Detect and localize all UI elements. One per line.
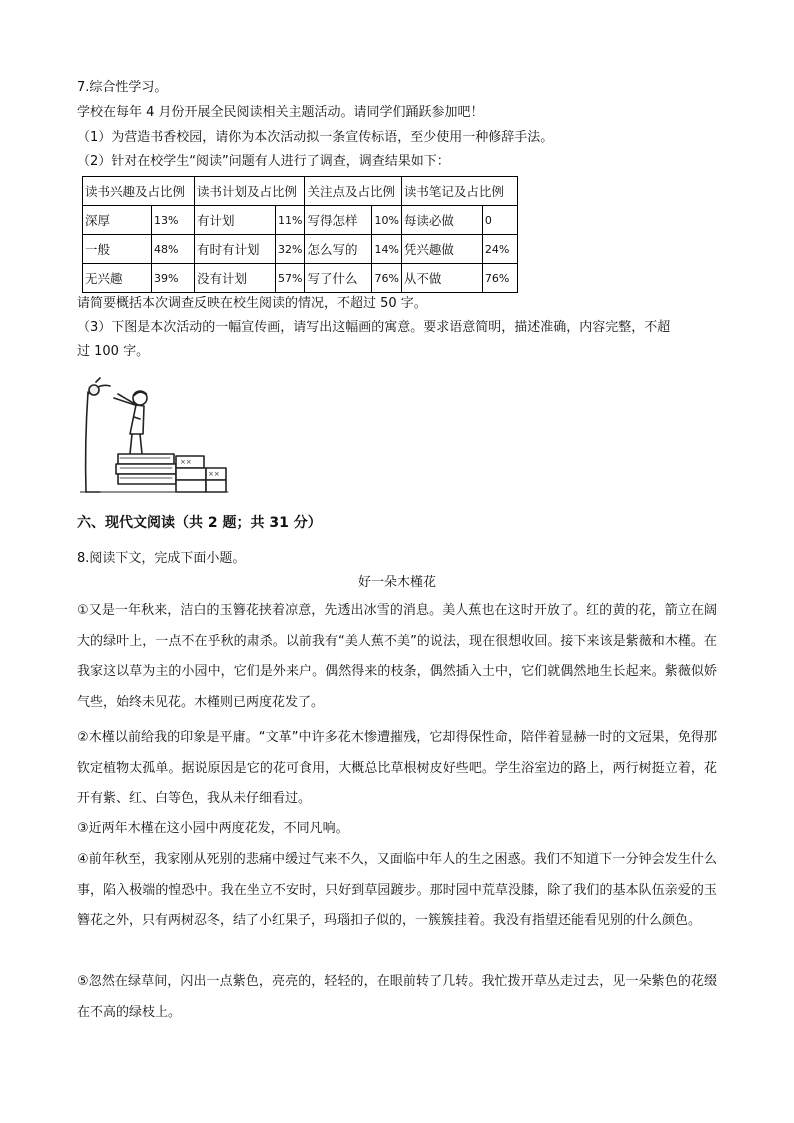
table-cell: 每读必做 (401, 206, 482, 235)
table-header-cell: 读书兴趣及占比例 (83, 177, 195, 206)
table-cell: 57% (276, 264, 305, 293)
table-cell: 39% (152, 264, 195, 293)
table-cell: 有计划 (195, 206, 276, 235)
article-paragraph: ④前年秋至，我家刚从死别的悲痛中缓过气来不久，又面临中年人的生之困惑。我们不知道下一分钟会发生什么事，陷入极端的惶恐中。我在坐立不安时，只好到草园踱步。那时园中荒草没膝，除了我们的基本队伍亲爱的玉簪花之外，只有两树忍冬，结了小红果子，玛瑙扣子似的，一簇簇挂着。我没有指望还能看见别的什么颜色。 (77, 852, 717, 928)
table-cell: 写得怎样 (305, 206, 372, 235)
table-cell: 怎么写的 (305, 235, 372, 264)
table-cell: 有时有计划 (195, 235, 276, 264)
article-title: 好一朵木槿花 (357, 575, 436, 590)
article-paragraph: ②木槿以前给我的印象是平庸。“文革”中许多花木惨遭摧残，它却得保性命，陪伴着显赫一时的文冠果，免得那钦定植物太孤单。据说原因是它的花可食用，大概总比草根树皮好些吧。学生浴室边的路上，两行树挺立着，花开有紫、红、白等色，我从未仔细看过。 (77, 730, 717, 806)
table-cell: 深厚 (83, 206, 152, 235)
table-cell: 76% (482, 264, 517, 293)
article-paragraph: ⑤忽然在绿草间，闪出一点紫色，亮亮的，轻轻的，在眼前转了几转。我忙拨开草丛走过去，见一朵紫色的花缀在不高的绿枝上。 (77, 974, 717, 1020)
section-heading: 六、现代文阅读（共 2 题；共 31 分） (77, 515, 322, 531)
article-paragraph: ③近两年木槿在这小园中两度花发，不同凡响。 (77, 821, 349, 836)
table-cell: 76% (372, 264, 401, 293)
q7-intro: 学校在每年 4 月份开展全民阅读相关主题活动。请同学们踊跃参加吧！ (77, 105, 484, 120)
table-header-cell: 读书计划及占比例 (195, 177, 305, 206)
table-header-cell: 读书笔记及占比例 (401, 177, 517, 206)
q7-part2: （2）针对在校学生“阅读”问题有人进行了调查，调查结果如下： (77, 154, 450, 169)
q8-intro: 8.阅读下文，完成下面小题。 (77, 551, 246, 566)
book-mark-label: ×× (180, 458, 192, 466)
table-cell: 32% (276, 235, 305, 264)
q7-part3-line2: 过 100 字。 (77, 344, 150, 359)
table-cell: 写了什么 (305, 264, 372, 293)
table-cell: 无兴趣 (83, 264, 152, 293)
q7-part1: （1）为营造书香校园，请你为本次活动拟一条宣传标语，至少使用一种修辞手法。 (77, 130, 554, 145)
table-header-cell: 关注点及占比例 (305, 177, 401, 206)
table-cell: 13% (152, 206, 195, 235)
table-cell: 48% (152, 235, 195, 264)
q7-part2-prompt: 请简要概括本次调查反映在校生阅读的情况，不超过 50 字。 (77, 296, 427, 311)
q7-title: 7.综合性学习。 (77, 80, 168, 95)
table-row (83, 235, 518, 264)
table-cell: 10% (372, 206, 401, 235)
table-cell: 11% (276, 206, 305, 235)
table-cell: 没有计划 (195, 264, 276, 293)
article-paragraph: ①又是一年秋来，洁白的玉簪花挟着凉意，先透出冰雪的消息。美人蕉也在这时开放了。红的黄的花，箭立在阔大的绿叶上，一点不在乎秋的肃杀。以前我有“美人蕉不美”的说法，现在很想收回。接下来该是紫薇和木槿。在我家这以草为主的小园中，它们是外来户。偶然得来的枝条，偶然插入土中，它们就偶然地生长起来。紫薇似娇气些，始终未见花。木槿则已两度花发了。 (77, 603, 717, 710)
table-cell: 14% (372, 235, 401, 264)
survey-table (82, 176, 518, 293)
table-cell: 24% (482, 235, 517, 264)
table-row (83, 264, 518, 293)
book-mark-label: ×× (208, 470, 220, 478)
reading-poster-illustration (80, 372, 230, 500)
q7-part3-line1: （3）下图是本次活动的一幅宣传画，请写出这幅画的寓意。要求语意简明，描述准确，内容完整，不超 (77, 320, 671, 335)
table-cell: 0 (482, 206, 517, 235)
table-header-row (83, 177, 518, 206)
table-cell: 从不做 (401, 264, 482, 293)
table-cell: 凭兴趣做 (401, 235, 482, 264)
table-cell: 一般 (83, 235, 152, 264)
table-row (83, 206, 518, 235)
